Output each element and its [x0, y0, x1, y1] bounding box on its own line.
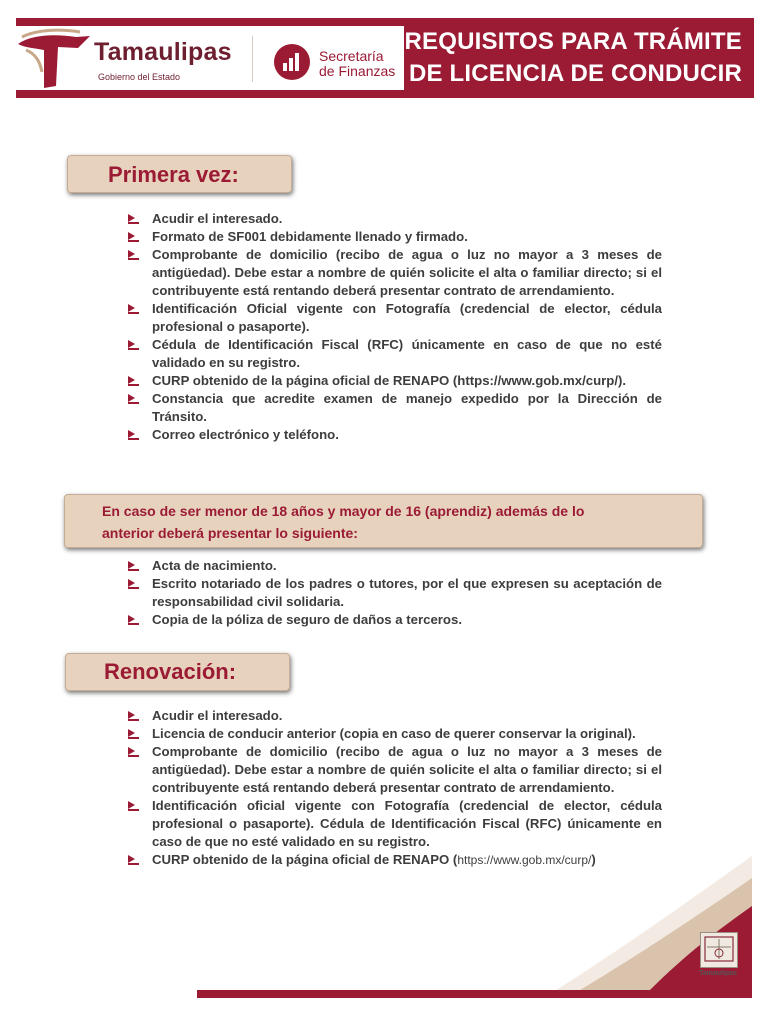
page-title-line-1: REQUISITOS PARA TRÁMITE [404, 28, 742, 55]
renapo-url: https://www.gob.mx/curp/ [457, 853, 592, 867]
list-item-text: Comprobante de domicilio (recibo de agua o luz no mayor a 3 meses de antigüedad). Debe estar a nombre de quién solicite el alta o familiar directo; si el contribuyente está rentando deberá presentar contrato de arrendamiento. [152, 744, 662, 795]
renovacion-heading: Renovación: [104, 659, 237, 684]
list-item-text: Comprobante de domicilio (recibo de agua o luz no mayor a 3 meses de antigüedad). Debe estar a nombre de quién solicite el alta o familiar directo; si el contribuyente está rentando deberá presentar contrato de arrendamiento. [152, 247, 662, 298]
menor-note-text: En caso de ser menor de 18 años y mayor de 16 (aprendiz) además de lo anterior deberá presentar lo siguiente: [102, 503, 585, 541]
seal-emblem-icon [701, 933, 737, 967]
list-item-text: Acudir el interesado. [152, 708, 283, 723]
list-item-text: Copia de la póliza de seguro de daños a terceros. [152, 612, 462, 627]
secretaria-line-1: Secretaría [319, 48, 384, 64]
list-item-text: CURP obtenido de la página oficial de RENAPO (https://www.gob.mx/curp/). [152, 373, 627, 388]
list-item-text: Cédula de Identificación Fiscal (RFC) únicamente en caso de que no esté validado en su registro. [152, 337, 662, 370]
brand-name: Tamaulipas [94, 38, 232, 66]
state-seal-icon [700, 932, 738, 968]
secretaria-line-2: de Finanzas [319, 63, 396, 79]
list-item-text: Acudir el interesado. [152, 211, 283, 226]
page-title-line-2: DE LICENCIA DE CONDUCIR [408, 60, 742, 87]
brand-subtitle: Gobierno del Estado [98, 72, 181, 82]
list-item-text: Licencia de conducir anterior (copia en caso de querer conservar la original). [152, 726, 636, 741]
list-item-text: Escrito notariado de los padres o tutores, por el que expresen su aceptación de responsabilidad civil solidaria. [152, 576, 662, 609]
list-item-text: Identificación oficial vigente con Fotografía (credencial de elector, cédula profesional o pasaporte). Cédula de Identificación Fiscal (RFC) únicamente en caso de que no esté validado en su registro. [152, 798, 662, 849]
list-item-text: Formato de SF001 debidamente llenado y firmado. [152, 229, 468, 244]
list-item-text: Acta de nacimiento. [152, 558, 277, 573]
seal-label: Tamaulipas [699, 970, 737, 977]
list-item-suffix: ) [591, 852, 596, 867]
list-item-text: Identificación Oficial vigente con Fotografía (credencial de elector, cédula profesional o pasaporte). [152, 301, 662, 334]
primera-vez-heading: Primera vez: [108, 162, 239, 187]
list-item-text: Correo electrónico y teléfono. [152, 427, 339, 442]
list-item-text: CURP obtenido de la página oficial de RENAPO ( [152, 852, 458, 867]
list-item-text: Constancia que acredite examen de manejo expedido por la Dirección de Tránsito. [152, 391, 662, 424]
